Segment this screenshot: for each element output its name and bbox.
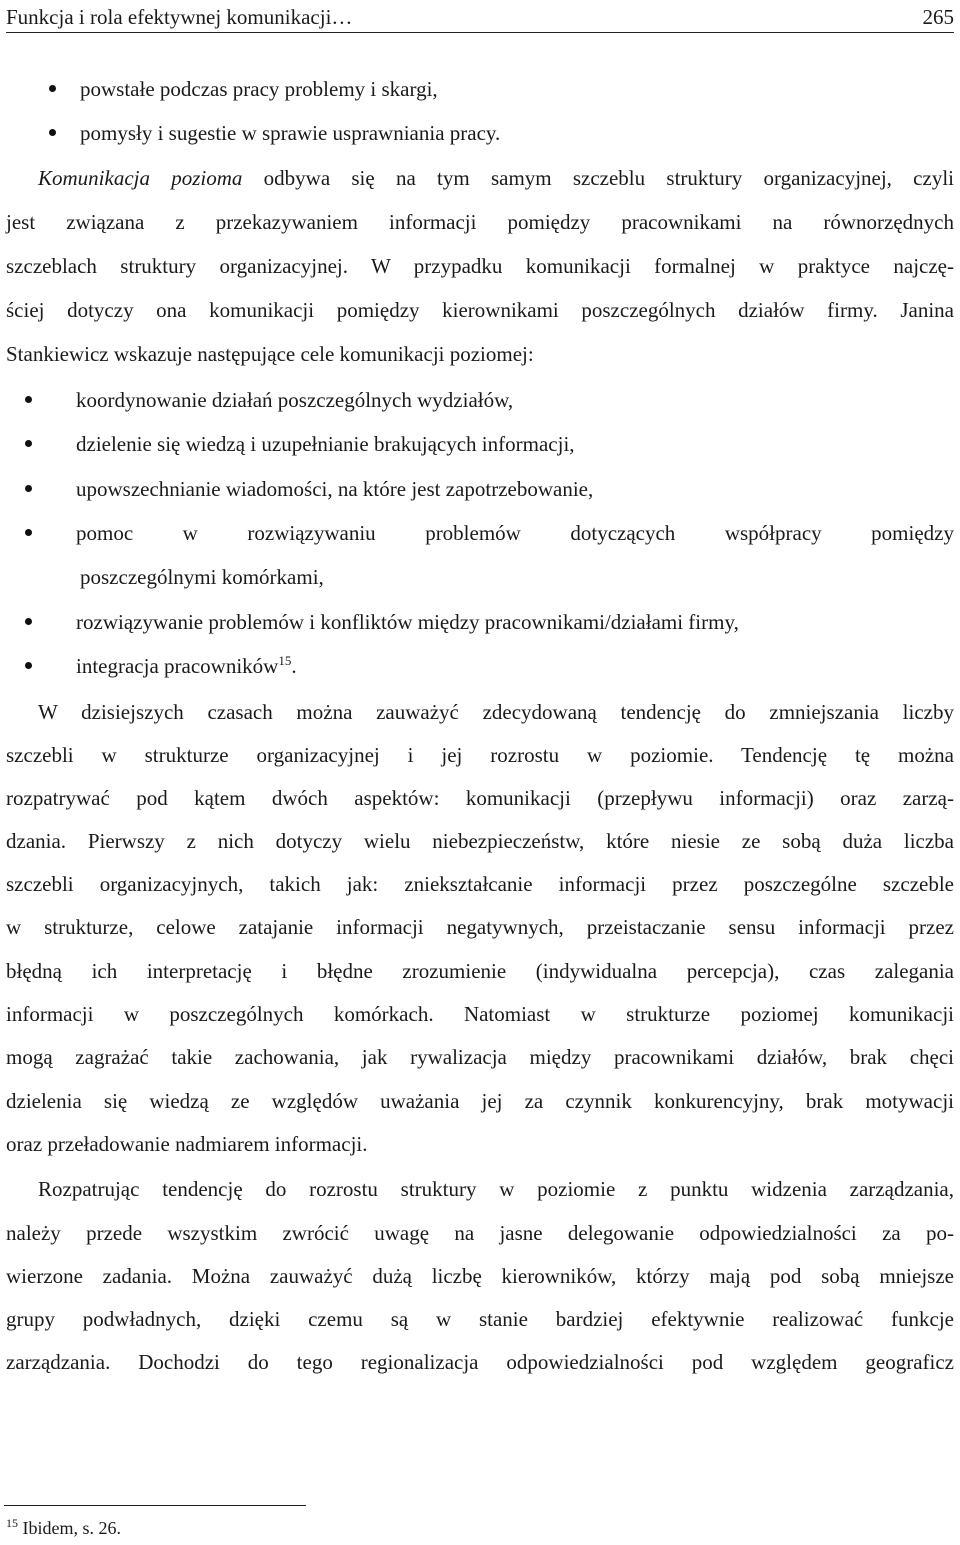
italic-term: Komunikacja pozioma [38,166,243,190]
paragraph-line: W dzisiejszych czasach można zauważyć zdecydowaną tendencję do zmniejszania liczby [38,700,954,724]
paragraph-line: informacji w poszczególnych komórkach. Natomiast w strukturze poziomej komunikacji [6,1002,954,1026]
list-item: rozwiązywanie problemów i konfliktów między pracownikami/działami firmy, [76,610,739,634]
bullet-dot [49,129,56,136]
bullet-dot [25,440,32,447]
bullet-dot [25,396,32,403]
footnote [6,1516,121,1540]
paragraph-line: oraz przeładowanie nadmiarem informacji. [6,1132,368,1156]
paragraph-line: mogą zagrażać takie zachowania, jak rywalizacja między pracownikami działów, brak chęci [6,1045,954,1069]
list-item: pomoc w rozwiązywaniu problemów dotyczących współpracy pomiędzy [76,521,954,545]
running-header [6,2,954,33]
footnote-text: Ibidem, s. 26. [18,1518,121,1538]
list-item: dzielenie się wiedzą i uzupełnianie brakujących informacji, [76,432,575,456]
paragraph-line: jest związana z przekazywaniem informacji pomiędzy pracownikami na równorzędnych [6,210,954,234]
paragraph-line: dzielenia się wiedzą ze względów uważania jej za czynnik konkurencyjny, brak motywacji [6,1089,954,1113]
list-item: pomysły i sugestie w sprawie usprawniania pracy. [80,121,501,145]
paragraph-line: szczebli organizacyjnych, takich jak: zniekształcanie informacji przez poszczególne szczeble [6,872,954,896]
footnote-separator [4,1505,306,1506]
paragraph-line: szczeblach struktury organizacyjnej. W przypadku komunikacji formalnej w praktyce najczę- [6,254,954,278]
paragraph-line: dzania. Pierwszy z nich dotyczy wielu niebezpieczeństw, które niesie ze sobą duża liczba [6,829,954,853]
bullet-dot [25,529,32,536]
paragraph-line: grupy podwładnych, dzięki czemu są w stanie bardziej efektywnie realizować funkcje [6,1307,954,1331]
footnote-reference[interactable]: 15 [278,653,292,668]
list-item: upowszechnianie wiadomości, na które jest zapotrzebowanie, [76,477,594,501]
bullet-dot [25,618,32,625]
paragraph-line: należy przede wszystkim zwrócić uwagę na jasne delegowanie odpowiedzialności za po- [6,1221,954,1245]
list-item: integracja pracowników$^{15}$. [76,653,297,678]
bullet-dot [25,485,32,492]
paragraph-line: w strukturze, celowe zatajanie informacji negatywnych, przeistaczanie sensu informacji przez [6,915,954,939]
paragraph-line: Stankiewicz wskazuje następujące cele komunikacji poziomej: [6,342,534,366]
paragraph-line: zarządzania. Dochodzi do tego regionalizacja odpowiedzialności pod względem geograficz [6,1350,954,1374]
list-item: powstałe podczas pracy problemy i skargi, [80,77,438,101]
paragraph-line: Rozpatrując tendencję do rozrostu struktury w poziomie z punktu widzenia zarządzania, [38,1177,954,1201]
paragraph-line: Komunikacja pozioma odbywa się na tym samym szczeblu struktury organizacyjnej, czyli [38,166,954,190]
paragraph-line: wierzone zadania. Można zauważyć dużą liczbę kierowników, którzy mają pod sobą mniejsze [6,1264,954,1288]
running-title: Funkcja i rola efektywnej komunikacji… [6,5,353,29]
bullet-dot [25,662,32,669]
list-item-continuation: poszczególnymi komórkami, [80,565,324,589]
paragraph-line: szczebli w strukturze organizacyjnej i jej rozrostu w poziomie. Tendencję tę można [6,743,954,767]
footnote-number: 15 [6,1516,18,1530]
paragraph-line: błędną ich interpretację i błędne zrozumienie (indywidualna percepcja), czas zalegania [6,959,954,983]
list-item: koordynowanie działań poszczególnych wydziałów, [76,388,514,412]
paragraph-line: rozpatrywać pod kątem dwóch aspektów: komunikacji (przepływu informacji) oraz zarzą- [6,786,954,810]
page-number: 265 [922,5,954,29]
bullet-dot [49,85,56,92]
paragraph-line: ściej dotyczy ona komunikacji pomiędzy kierownikami poszczególnych działów firmy. Janina [6,298,954,322]
